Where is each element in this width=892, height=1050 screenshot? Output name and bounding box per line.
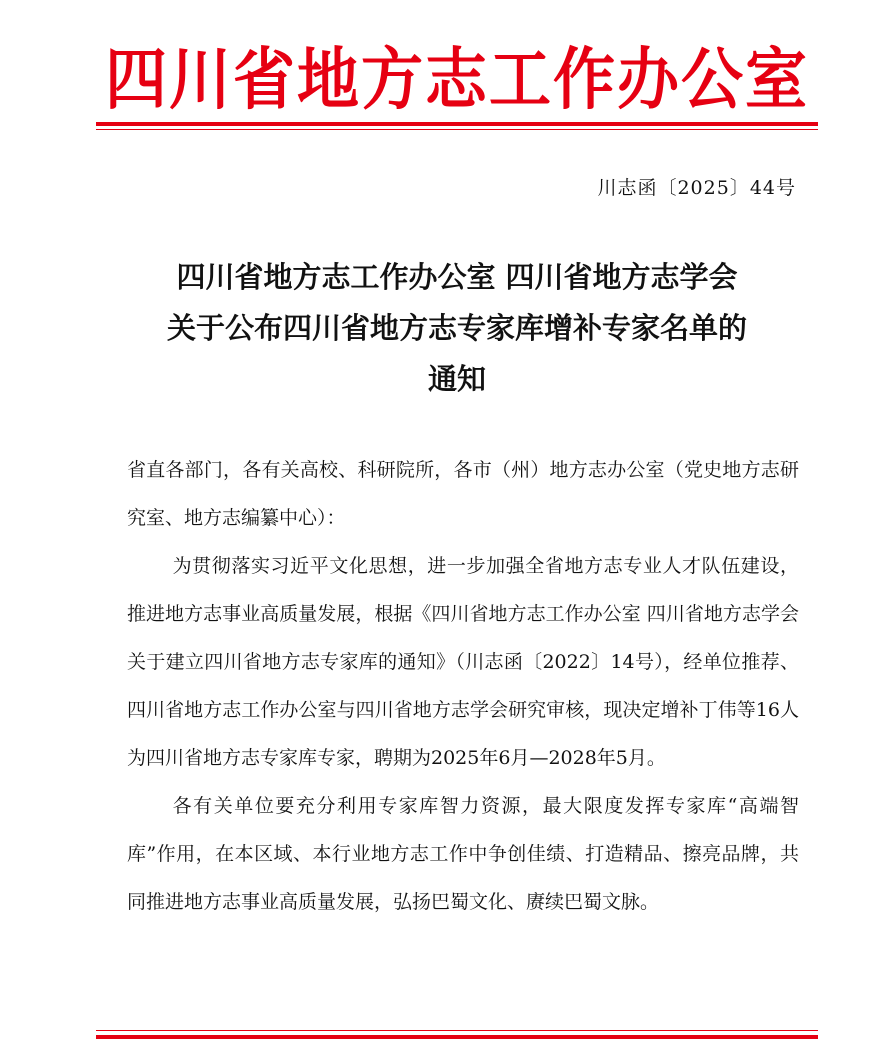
issuing-org-masthead: 四川省地方志工作办公室 bbox=[104, 40, 809, 119]
salutation: 省直各部门，各有关高校、科研院所，各市（州）地方志办公室（党史地方志研究室、地方志编纂中心）： bbox=[127, 459, 799, 529]
document-number: 川志函〔2025〕44号 bbox=[597, 177, 796, 199]
document-body bbox=[127, 446, 799, 926]
footer-red-rule-thick bbox=[96, 1035, 818, 1039]
body-paragraph-2: 各有关单位要充分利用专家库智力资源，最大限度发挥专家库“高端智库”作用，在本区域、本行业地方志工作中争创佳绩、打造精品、擦亮品牌，共同推进地方志事业高质量发展，弘扬巴蜀文化、赓续巴蜀文脉。 bbox=[127, 795, 799, 913]
footer-red-rule-thin bbox=[96, 1030, 818, 1031]
document-title bbox=[96, 252, 818, 405]
title-line-3: 通知 bbox=[427, 362, 486, 396]
body-paragraph-1: 为贯彻落实习近平文化思想，进一步加强全省地方志专业人才队伍建设，推进地方志事业高质量发展，根据《四川省地方志工作办公室 四川省地方志学会关于建立四川省地方志专家库的通知》（川志函〔2022〕14号），经单位推荐、四川省地方志工作办公室与四川省地方志学会研究审核，现决定增补丁伟等16人为四川省地方志专家库专家，聘期为2025年6月—2028年5月。 bbox=[127, 555, 799, 769]
title-line-2: 关于公布四川省地方志专家库增补专家名单的 bbox=[166, 311, 747, 345]
header-red-rule-thin bbox=[96, 129, 818, 130]
header-red-rule-thick bbox=[96, 122, 818, 126]
title-line-1: 四川省地方志工作办公室 四川省地方志学会 bbox=[176, 260, 738, 294]
